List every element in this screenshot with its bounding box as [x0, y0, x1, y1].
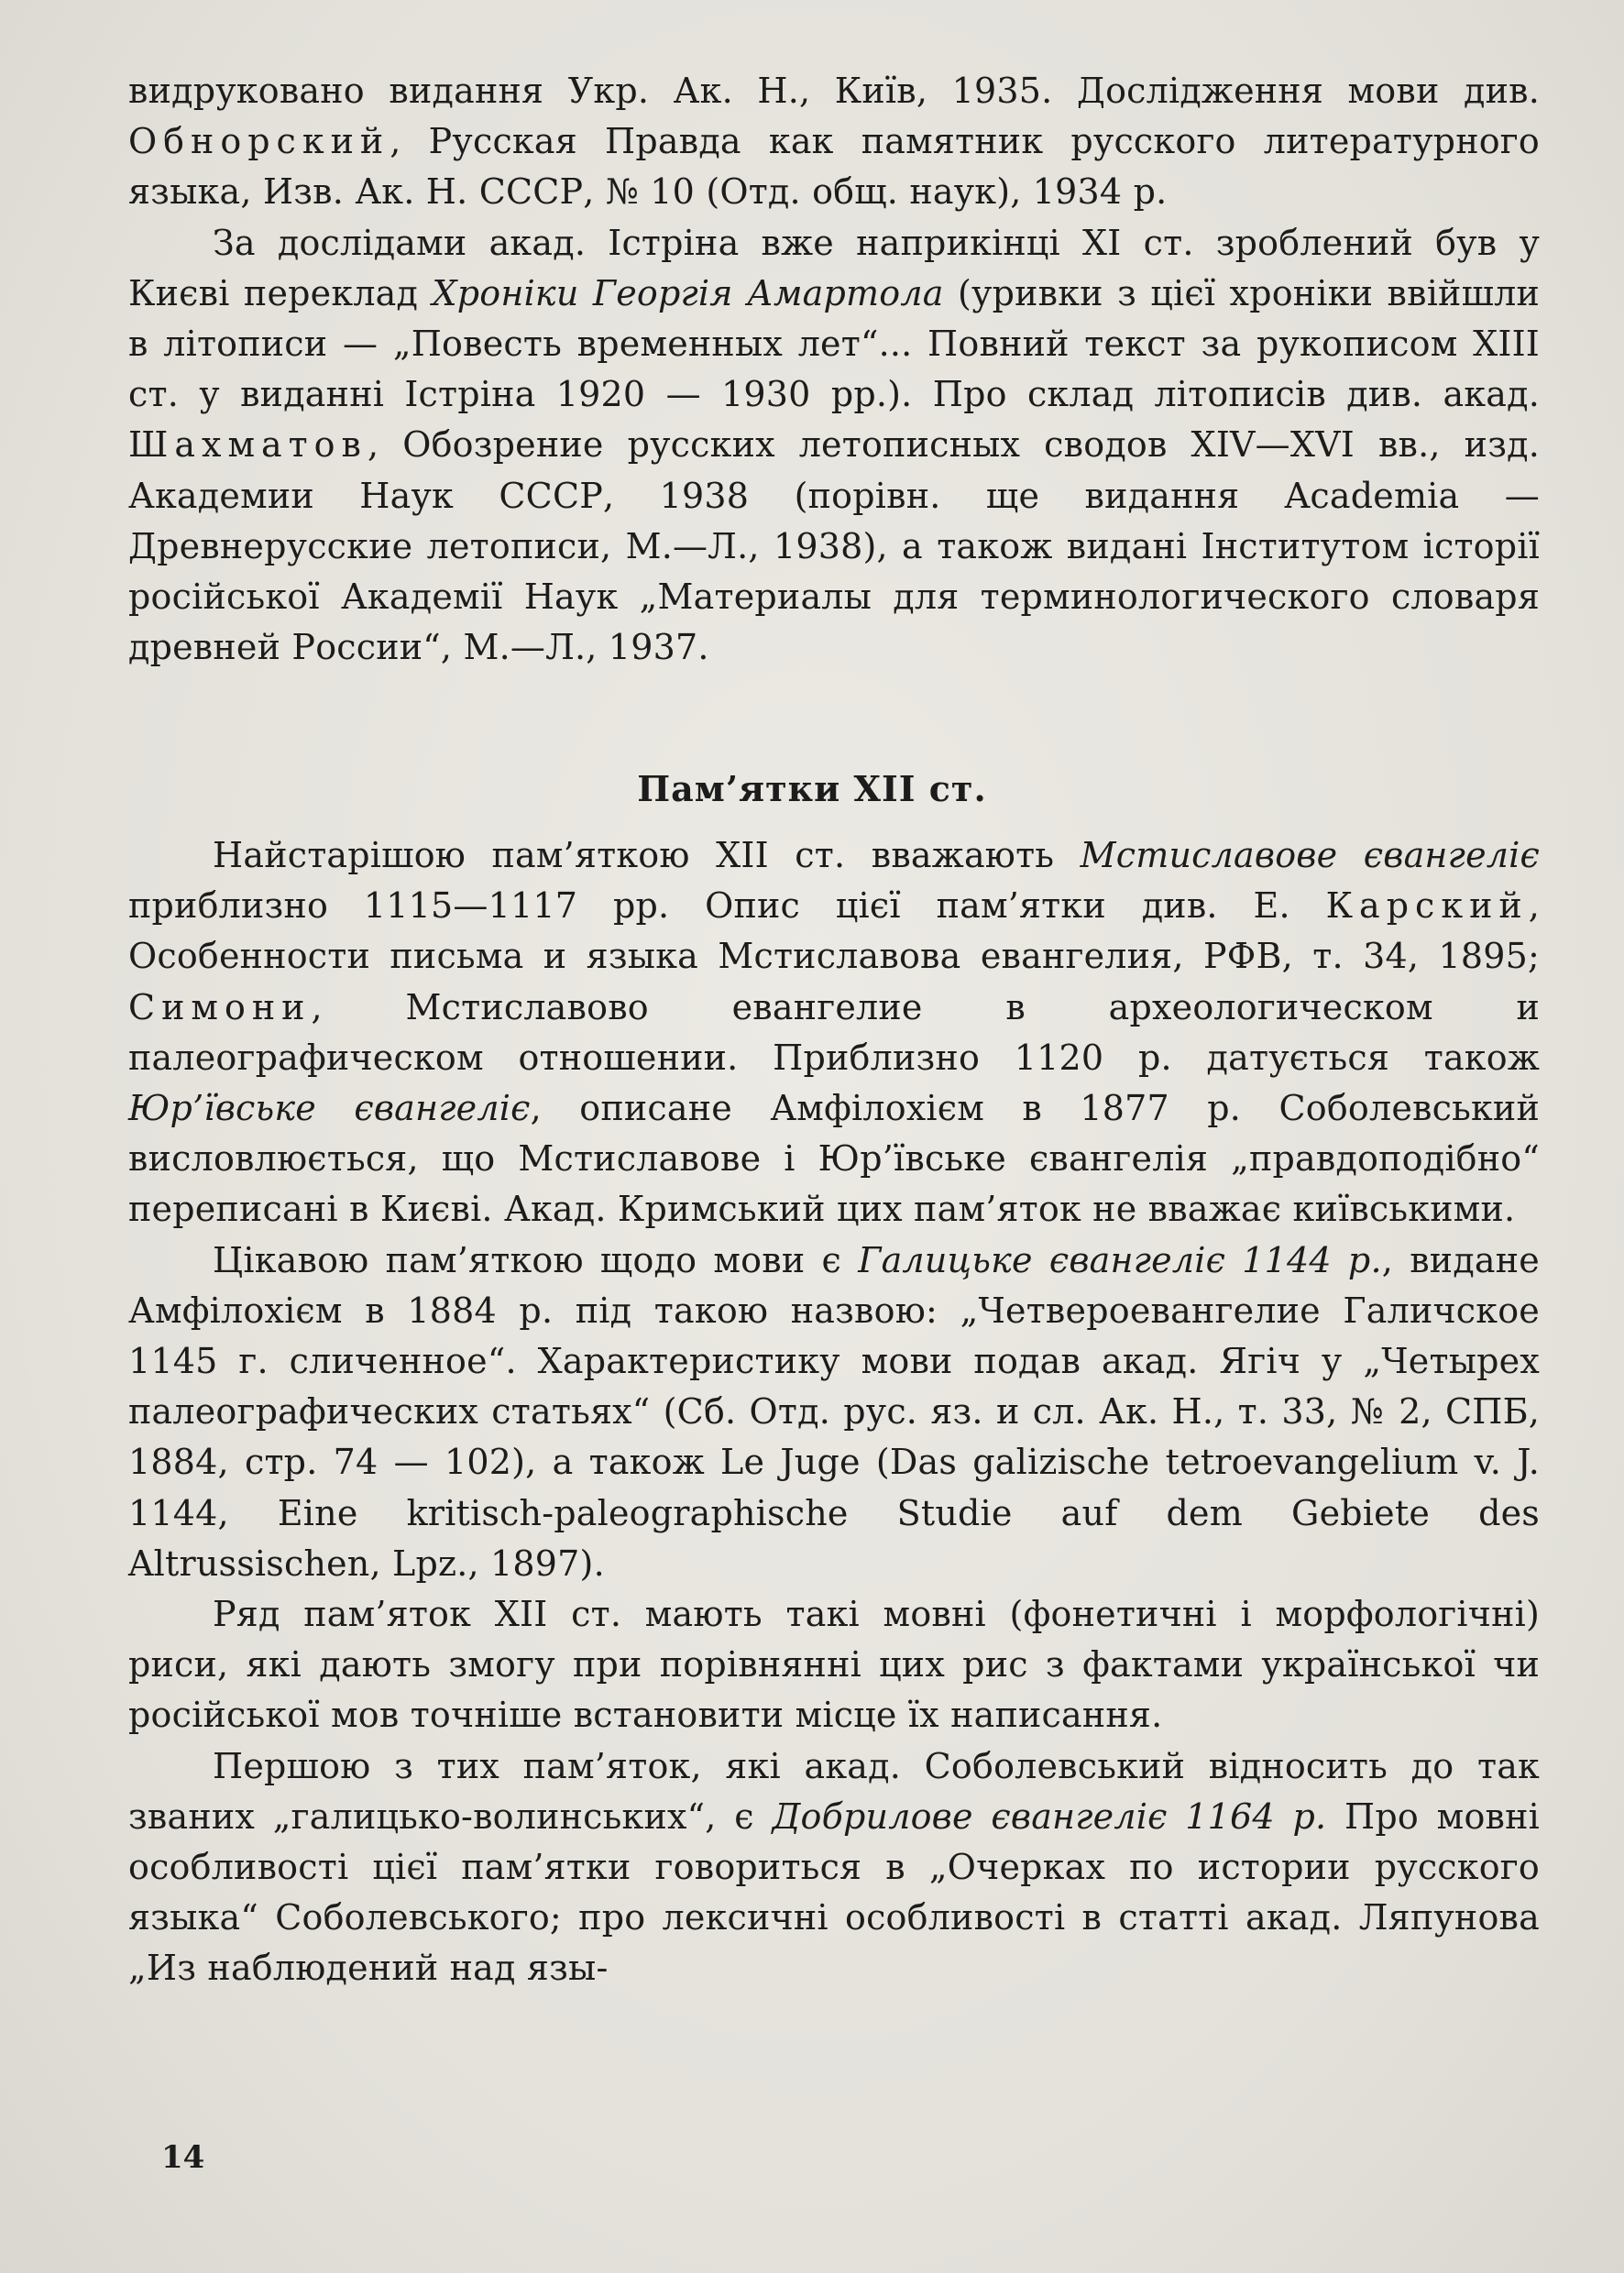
italic-title-galician-gospel: Галицьке євангеліє 1144 р. — [858, 1239, 1382, 1280]
paragraph-3-text-c: , Особенности письма и языка Мстиславова евангелия, РФВ, т. 34, 1895; — [128, 885, 1540, 977]
paragraph-3 — [128, 830, 1540, 1235]
paragraph-2 — [128, 218, 1540, 674]
paragraph-1-text-b: , Русская Правда как памятник русского литературного языка, Изв. Ак. Н. СССР, № 10 (Отд. общ. наук), 1934 р. — [128, 121, 1540, 213]
italic-title-dobrylo-gospel: Добрилове євангеліє 1164 р. — [772, 1795, 1327, 1837]
italic-title-mstyslav-gospel: Мстиславове євангеліє — [1080, 835, 1540, 875]
paragraph-6 — [128, 1741, 1540, 1994]
paragraph-5-text: Ряд пам’яток XII ст. мають такі мовні (фонетичні і морфологічні) риси, які дають змогу при порівнянні цих рис з фактами української чи російської мов точніше встановити місце їх написання. — [128, 1594, 1540, 1736]
paragraph-4 — [128, 1235, 1540, 1589]
paragraph-6-text-b: Про мовні особливості цієї пам’ятки говориться в „Очерках по истории русского языка“ Соболевського; про лексичні особливості в статті акад. Ляпунова „Из наблюдений над язы- — [128, 1795, 1540, 1989]
paragraph-1 — [128, 66, 1540, 218]
paragraph-4-text-b: , видане Амфілохієм в 1884 р. під такою назвою: „Четвероевангелие Галичское 1145 г. сличенное“. Характеристику мови подав акад. Ягіч у „Четырех палеографических статьях“ (Сб. Отд. рус. яз. и сл. Ак. Н., т. 33, № 2, СПБ, 1884, стр. 74 — 102), а також Le Juge (Das galizische tetroevangelium v. J. 1144, Eine kritisch-paleographische Studie auf dem Gebiete des Altrussischen, Lpz., 1897). — [128, 1239, 1540, 1584]
author-name-simoni: Симони — [128, 986, 312, 1027]
paragraph-6-text-a: Першою з тих пам’яток, які акад. Соболевський відносить до так званих „галицько-волинських“, є — [128, 1745, 1540, 1837]
italic-title-yuriev-gospel: Юр’ївське євангеліє — [128, 1088, 531, 1129]
paragraph-4-text-a: Цікавою пам’яткою щодо мови є — [213, 1239, 859, 1280]
top-text-block — [128, 66, 1540, 673]
paragraph-3-text-d: , Мстиславово евангелие в археологическом и палеографическом отношении. Приблизно 1120 р. датується також — [128, 986, 1540, 1078]
paragraph-2-text-c: , Обозрение русских летописных сводов XIV—XVI вв., изд. Академии Наук СССР, 1938 (порівн. ще видання Academia — Древнерусские летописи, М.—Л., 1938), а також видані Інститутом історії російської Академії Наук „Материалы для терминологического словаря древней России“, М.—Л., 1937. — [128, 424, 1540, 668]
author-name-shakhmatov: Шахматов — [128, 424, 368, 466]
paragraph-3-text-a: Найстарішою пам’яткою XII ст. вважають — [213, 835, 1081, 875]
paragraph-2-text-a: За дослідами акад. Істріна вже наприкінці XI ст. зроблений був у Києві переклад — [128, 222, 1540, 313]
author-name-karsky: Карский — [1325, 885, 1529, 927]
paragraph-3-text-e: , описане Амфілохієм в 1877 р. Соболевський висловлюється, що Мстиславове і Юр’ївське євангелія „правдоподібно“ переписані в Києві. Акад. Кримський цих пам’яток не вважає київськими. — [128, 1088, 1540, 1230]
paragraph-3-text-b: приблизно 1115—1117 рр. Опис цієї пам’ятки див. Е. — [128, 885, 1326, 927]
bottom-text-block — [128, 830, 1540, 1994]
author-name-obnorsky: Обнорский — [128, 121, 390, 162]
paragraph-1-text-a: видруковано видання Укр. Ак. Н., Київ, 1935. Дослідження мови див. — [128, 71, 1540, 111]
page-number: 14 — [161, 2139, 205, 2176]
section-heading: Пам’ятки XII ст. — [637, 768, 987, 809]
italic-title-amartol-chronicle: Хроніки Георгія Амартола — [432, 272, 944, 313]
paragraph-2-text-b: (уривки з цієї хроніки ввійшли в літописи — „Повесть временных лет“... Повний текст за рукописом XIII ст. у виданні Істріна 1920 — 1930 рр.). Про склад літописів див. акад. — [128, 272, 1540, 415]
paragraph-5 — [128, 1589, 1540, 1741]
